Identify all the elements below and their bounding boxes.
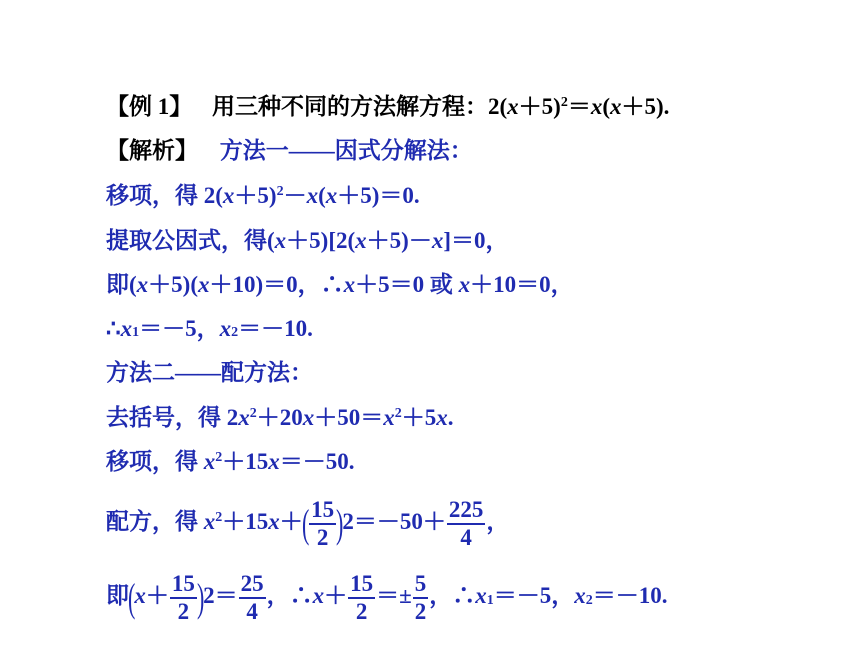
example-line: 【例 1】 用三种不同的方法解方程：$2(x+5)^2=x(x+5)$. <box>106 94 670 119</box>
left-paren: ( <box>301 500 310 546</box>
right-paren: ) <box>196 574 205 620</box>
fraction: $\frac{15}{2}$ <box>311 496 335 550</box>
solution-line-9: 移项，得 $x^2+15x=-50$. <box>106 449 355 474</box>
fraction: $\frac{25}{4}$ <box>240 570 264 624</box>
example-prompt: 用三种不同的方法解方程： <box>212 94 488 119</box>
solution-line-5: 即(x＋5)(x＋10)＝0，∴x＋5＝0 或 x＋10＝0， <box>106 272 574 297</box>
analysis-label: 【解析】 <box>106 138 198 163</box>
fraction: $\frac{225}{4}$ <box>448 496 484 550</box>
solution-line-3: 移项，得 $2(x+5)^2-x(x+5)=0$. <box>106 183 420 208</box>
solution-line-6: $\therefore x_1=-5$，$x_2=-10$. <box>106 316 313 341</box>
solution-line-11: 即(x＋ $\frac{15}{2}$ )2＝ $\frac{25}{4}$ ，∴x＋ $\frac{15}{2}$ ＝± $\frac{5}{2}$ ，$\therefore x_1=-5$，$x_2=-10$. <box>106 566 668 627</box>
fraction: $\frac{5}{2}$ <box>414 570 427 624</box>
method2-heading: 方法二——配方法： <box>106 360 313 385</box>
fraction: $\frac{15}{2}$ <box>350 570 374 624</box>
left-paren: ( <box>127 574 136 620</box>
example-label: 【例 1】 <box>106 94 193 119</box>
right-paren: ) <box>336 500 344 546</box>
solution-line-4: 提取公因式，得(x＋5)[2(x＋5)－x]＝0， <box>106 228 509 253</box>
fraction: $\frac{15}{2}$ <box>171 570 195 624</box>
solution-line-8: 去括号，得 $2x^2+20x+50=x^2+5x$. <box>106 405 454 430</box>
analysis-line <box>106 136 473 166</box>
method1-heading: 方法一——因式分解法： <box>219 138 473 163</box>
solution-line-10: 配方，得 $x^2+15x+$( $\frac{15}{2}$ )2＝－50＋ $\frac{225}{4}$ ， <box>106 492 509 553</box>
